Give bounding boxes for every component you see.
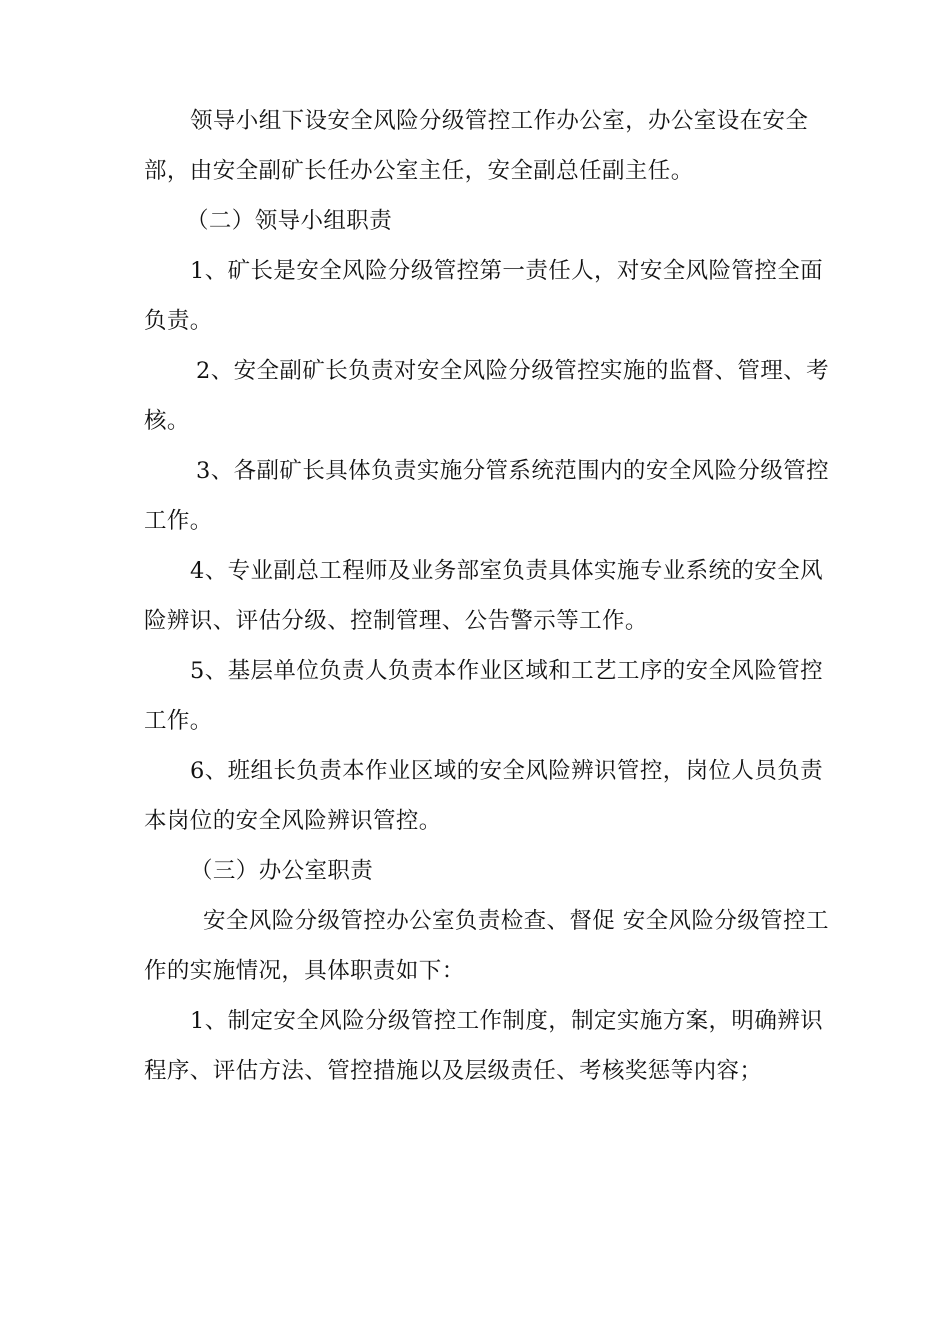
paragraph-line: 部，由安全副矿长任办公室主任，安全副总任副主任。 [144, 158, 694, 184]
paragraph-line: 5、基层单位负责人负责本作业区域和工艺工序的安全风险管控 [190, 658, 824, 684]
paragraph-line: 1、矿长是安全风险分级管控第一责任人，对安全风险管控全面 [190, 258, 824, 284]
paragraph-line: 工作。 [144, 708, 213, 734]
paragraph-line: 核。 [144, 408, 190, 434]
section-heading: （三）办公室职责 [190, 858, 374, 884]
section-heading: （二）领导小组职责 [186, 208, 393, 234]
paragraph-line: 安全风险分级管控办公室负责检查、督促 安全风险分级管控工 [203, 908, 829, 934]
paragraph-line: 领导小组下设安全风险分级管控工作办公室，办公室设在安全 [190, 108, 809, 134]
paragraph-line: 程序、评估方法、管控措施以及层级责任、考核奖惩等内容； [144, 1058, 763, 1084]
paragraph-line: 作的实施情况，具体职责如下： [144, 958, 465, 984]
paragraph-line: 3、各副矿长具体负责实施分管系统范围内的安全风险分级管控 [196, 458, 830, 484]
paragraph-line: 工作。 [144, 508, 213, 534]
paragraph-line: 2、安全副矿长负责对安全风险分级管控实施的监督、管理、考 [196, 358, 830, 384]
paragraph-line: 本岗位的安全风险辨识管控。 [144, 808, 442, 834]
paragraph-line: 6、班组长负责本作业区域的安全风险辨识管控，岗位人员负责 [190, 758, 824, 784]
paragraph-line: 4、专业副总工程师及业务部室负责具体实施专业系统的安全风 [190, 558, 824, 584]
paragraph-line: 险辨识、评估分级、控制管理、公告警示等工作。 [144, 608, 648, 634]
paragraph-line: 负责。 [144, 308, 213, 334]
paragraph-line: 1、制定安全风险分级管控工作制度，制定实施方案，明确辨识 [190, 1008, 824, 1034]
